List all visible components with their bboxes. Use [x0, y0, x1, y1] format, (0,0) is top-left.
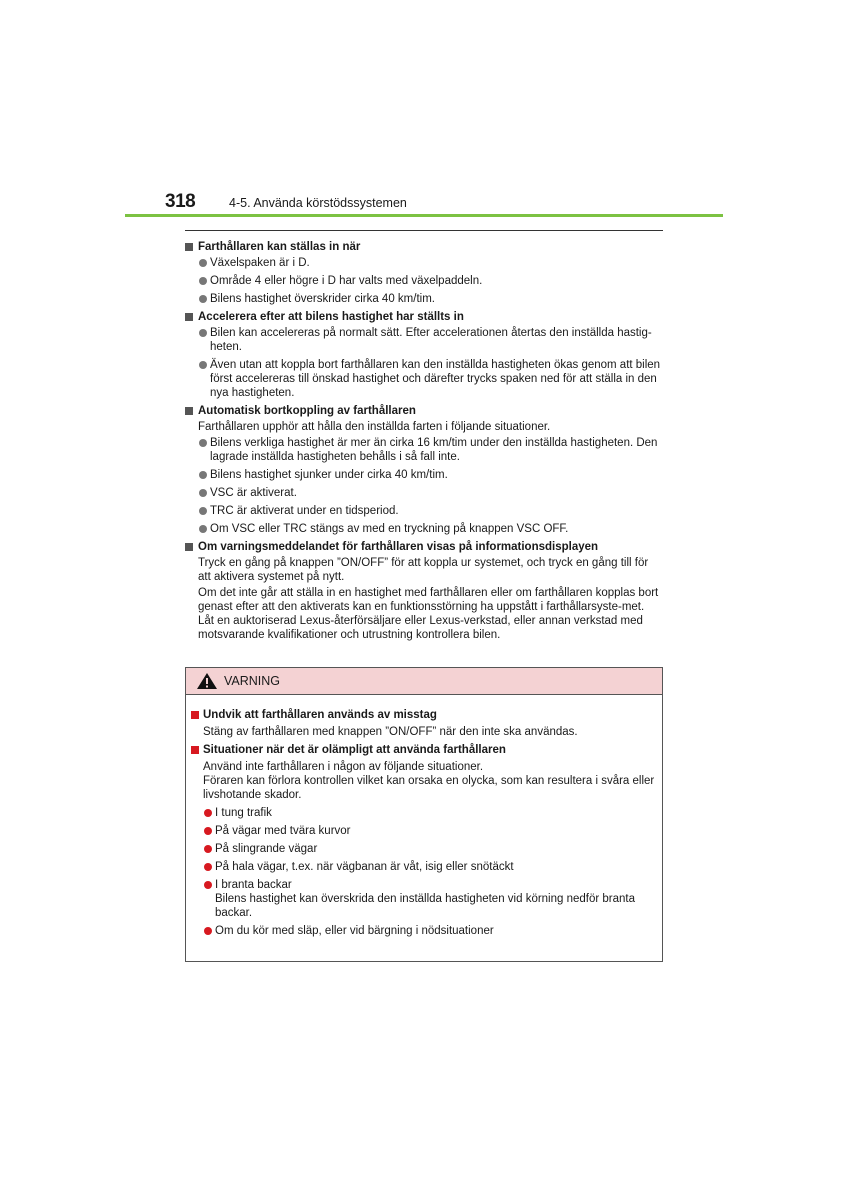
circle-bullet-icon [199, 471, 207, 479]
list-item: Bilens verkliga hastighet är mer än cirka 16 km/tim under den inställda hastigheten. Den lagrade inställda hastigheten behålls i så fall inte. [185, 436, 663, 464]
list-item: Om VSC eller TRC stängs av med en tryckning på knappen VSC OFF. [185, 522, 663, 536]
paragraph: Om det inte går att ställa in en hastighet med farthållaren eller om farthållaren kopplas bort genast efter att den aktiverats kan en funktionsstörning ha uppstått i farthållarsyste-met. Låt en auktoriserad Lexus-återförsäljare eller Lexus-verkstad, eller annan verkstad med motsvarande kvalifikationer och utrustning kontrollera bilen. [198, 587, 659, 641]
paragraph: Tryck en gång på knappen ”ON/OFF” för att koppla ur systemet, och tryck en gång till för att aktivera systemet på nytt. [198, 557, 649, 583]
circle-bullet-icon [199, 277, 207, 285]
main-content [185, 237, 663, 644]
square-bullet-icon [185, 313, 193, 321]
circle-bullet-icon [199, 525, 207, 533]
list-item: Bilens hastighet sjunker under cirka 40 km/tim. [185, 468, 663, 482]
warning-paragraph: Använd inte farthållaren i någon av följande situationer. Föraren kan förlora kontrollen vilket kan orsaka en olycka, som kan resultera i svåra eller livshotande skador. [203, 761, 655, 801]
red-square-bullet-icon [191, 746, 199, 754]
circle-bullet-icon [199, 507, 207, 515]
header-rule [125, 214, 723, 217]
warning-section-heading: Situationer när det är olämpligt att använda farthållaren [190, 743, 660, 757]
section-title: 4-5. Använda körstödssystemen [229, 196, 407, 210]
red-circle-bullet-icon [204, 809, 212, 817]
top-rule [185, 230, 663, 231]
warning-section-heading: Undvik att farthållaren används av misstag [190, 708, 660, 722]
section-heading: Accelerera efter att bilens hastighet har ställts in [185, 310, 663, 324]
circle-bullet-icon [199, 361, 207, 369]
warning-list-item: Om du kör med släp, eller vid bärgning i nödsituationer [190, 924, 660, 938]
list-item: Bilen kan accelereras på normalt sätt. Efter accelerationen återtas den inställda hastig-heten. [185, 326, 663, 354]
list-item: VSC är aktiverat. [185, 486, 663, 500]
warning-triangle-icon [196, 672, 218, 695]
list-item: Bilens hastighet överskrider cirka 40 km/tim. [185, 292, 663, 306]
warning-box [185, 667, 663, 962]
warning-title: VARNING [224, 674, 281, 688]
paragraph: Farthållaren upphör att hålla den inställda farten i följande situationer. [198, 421, 551, 433]
circle-bullet-icon [199, 489, 207, 497]
red-circle-bullet-icon [204, 881, 212, 889]
warning-header [186, 668, 662, 695]
page-header [125, 188, 723, 216]
list-item: Även utan att koppla bort farthållaren kan den inställda hastigheten ökas genom att bilen först accelereras till önskad hastighet och därefter trycks spaken ned för att ställa in den nya hastigheten. [185, 358, 663, 400]
page-number: 318 [165, 191, 196, 212]
circle-bullet-icon [199, 439, 207, 447]
square-bullet-icon [185, 243, 193, 251]
red-circle-bullet-icon [204, 927, 212, 935]
square-bullet-icon [185, 543, 193, 551]
red-circle-bullet-icon [204, 827, 212, 835]
warning-list-item: I tung trafik [190, 806, 660, 820]
warning-list-item: På slingrande vägar [190, 842, 660, 856]
red-circle-bullet-icon [204, 863, 212, 871]
section-heading: Om varningsmeddelandet för farthållaren visas på informationsdisplayen [185, 540, 663, 554]
warning-list-item: I branta backar Bilens hastighet kan överskrida den inställda hastigheten vid körning nedför branta backar. [190, 878, 660, 920]
circle-bullet-icon [199, 259, 207, 267]
circle-bullet-icon [199, 329, 207, 337]
circle-bullet-icon [199, 295, 207, 303]
list-item: Område 4 eller högre i D har valts med växelpaddeln. [185, 274, 663, 288]
section-heading: Automatisk bortkoppling av farthållaren [185, 404, 663, 418]
warning-body [190, 708, 660, 942]
section-heading: Farthållaren kan ställas in när [185, 240, 663, 254]
list-item: Växelspaken är i D. [185, 256, 663, 270]
warning-list-item: På hala vägar, t.ex. när vägbanan är våt, isig eller snötäckt [190, 860, 660, 874]
square-bullet-icon [185, 407, 193, 415]
red-circle-bullet-icon [204, 845, 212, 853]
warning-list-item: På vägar med tvära kurvor [190, 824, 660, 838]
list-item: TRC är aktiverat under en tidsperiod. [185, 504, 663, 518]
red-square-bullet-icon [191, 711, 199, 719]
warning-paragraph: Stäng av farthållaren med knappen ”ON/OFF” när den inte ska användas. [203, 726, 578, 738]
